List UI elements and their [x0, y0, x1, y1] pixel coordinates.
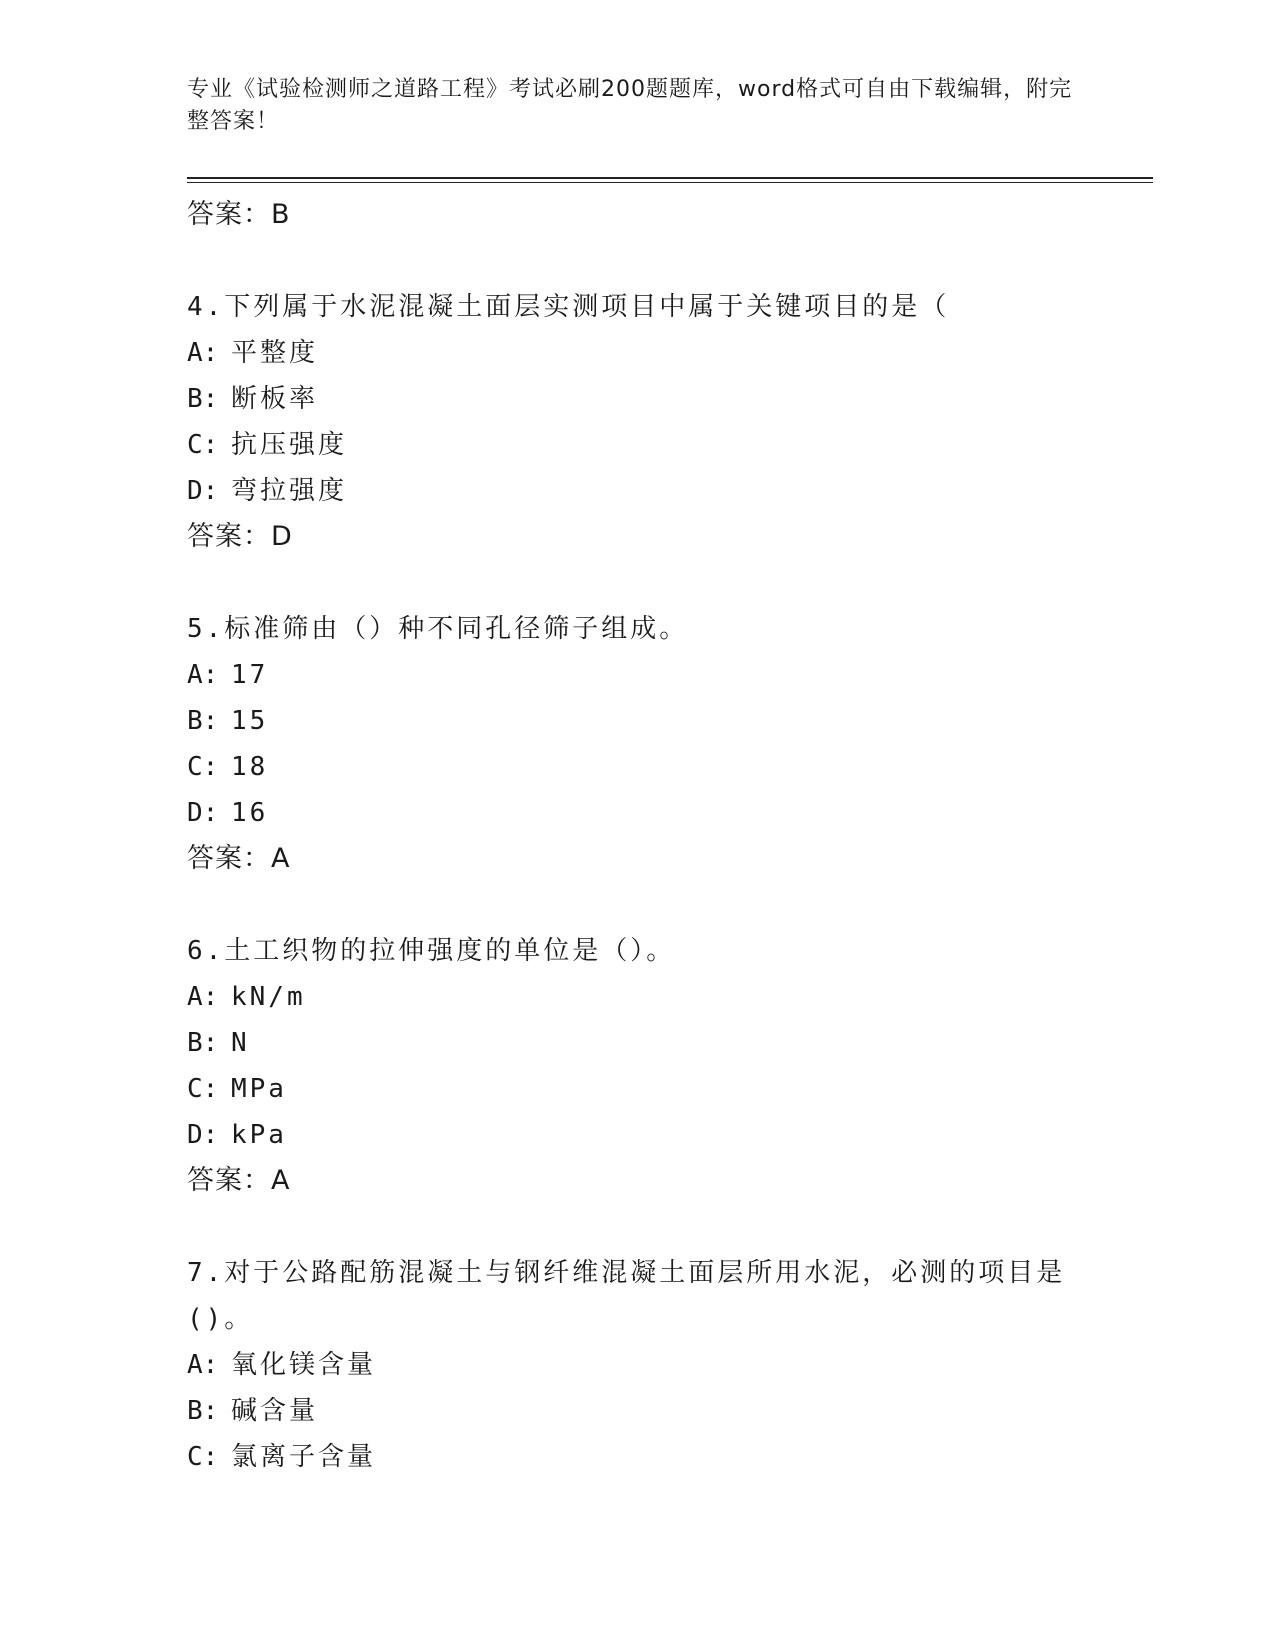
- option-letter: A:: [187, 1350, 219, 1380]
- option-c: [187, 1066, 1153, 1112]
- option-letter: D:: [187, 798, 219, 828]
- option-c: [187, 1434, 1153, 1480]
- option-text: 氯离子含量: [231, 1442, 377, 1472]
- question-stem: 4.下列属于水泥混凝土面层实测项目中属于关键项目的是（: [187, 292, 950, 322]
- option-letter: A:: [187, 660, 219, 690]
- question-stem: 7.对于公路配筋混凝土与钢纤维混凝土面层所用水泥，必测的项目是()。: [187, 1258, 1066, 1334]
- option-text: 抗压强度: [231, 430, 348, 460]
- option-letter: A:: [187, 982, 219, 1012]
- option-a: [187, 974, 1153, 1020]
- question-item: [187, 606, 1153, 882]
- option-text: kN/m: [231, 982, 306, 1012]
- option-text: 碱含量: [231, 1396, 319, 1426]
- option-letter: D:: [187, 476, 219, 506]
- option-letter: C:: [187, 1442, 219, 1472]
- answer-line: 答案：A: [187, 843, 291, 874]
- option-d: [187, 790, 1153, 836]
- option-letter: B:: [187, 1396, 219, 1426]
- answer-line: 答案：A: [187, 1165, 291, 1196]
- option-text: 17: [231, 660, 269, 690]
- option-text: MPa: [231, 1074, 287, 1104]
- option-text: 断板率: [231, 384, 319, 414]
- option-a: [187, 1342, 1153, 1388]
- option-letter: C:: [187, 752, 219, 782]
- option-text: kPa: [231, 1120, 287, 1150]
- option-letter: A:: [187, 338, 219, 368]
- option-d: [187, 1112, 1153, 1158]
- option-text: 平整度: [231, 338, 319, 368]
- option-d: [187, 468, 1153, 514]
- document-header: 专业《试验检测师之道路工程》考试必刷200题题库，word格式可自由下载编辑，附完整答案！: [187, 77, 1073, 134]
- header-divider-thick: [187, 177, 1153, 179]
- option-text: 16: [231, 798, 269, 828]
- question-stem: 5.标准筛由（）种不同孔径筛子组成。: [187, 614, 689, 644]
- option-b: [187, 1020, 1153, 1066]
- question-item: [187, 284, 1153, 560]
- option-a: [187, 330, 1153, 376]
- option-letter: B:: [187, 706, 219, 736]
- option-letter: D:: [187, 1120, 219, 1150]
- answer-line: 答案：D: [187, 521, 293, 552]
- question-stem: 6.土工织物的拉伸强度的单位是（）。: [187, 936, 676, 966]
- question-item: [187, 928, 1153, 1204]
- option-b: [187, 376, 1153, 422]
- option-letter: B:: [187, 384, 219, 414]
- option-c: [187, 422, 1153, 468]
- header-divider-thin: [187, 182, 1153, 183]
- option-text: 18: [231, 752, 269, 782]
- option-text: 氧化镁含量: [231, 1350, 377, 1380]
- option-text: 15: [231, 706, 269, 736]
- option-c: [187, 744, 1153, 790]
- option-b: [187, 1388, 1153, 1434]
- question-list: [187, 192, 1153, 1480]
- option-letter: C:: [187, 1074, 219, 1104]
- question-item: [187, 1250, 1153, 1480]
- option-a: [187, 652, 1153, 698]
- option-letter: B:: [187, 1028, 219, 1058]
- answer-line: 答案：B: [187, 199, 291, 230]
- option-text: 弯拉强度: [231, 476, 348, 506]
- option-letter: C:: [187, 430, 219, 460]
- option-b: [187, 698, 1153, 744]
- option-text: N: [231, 1028, 250, 1058]
